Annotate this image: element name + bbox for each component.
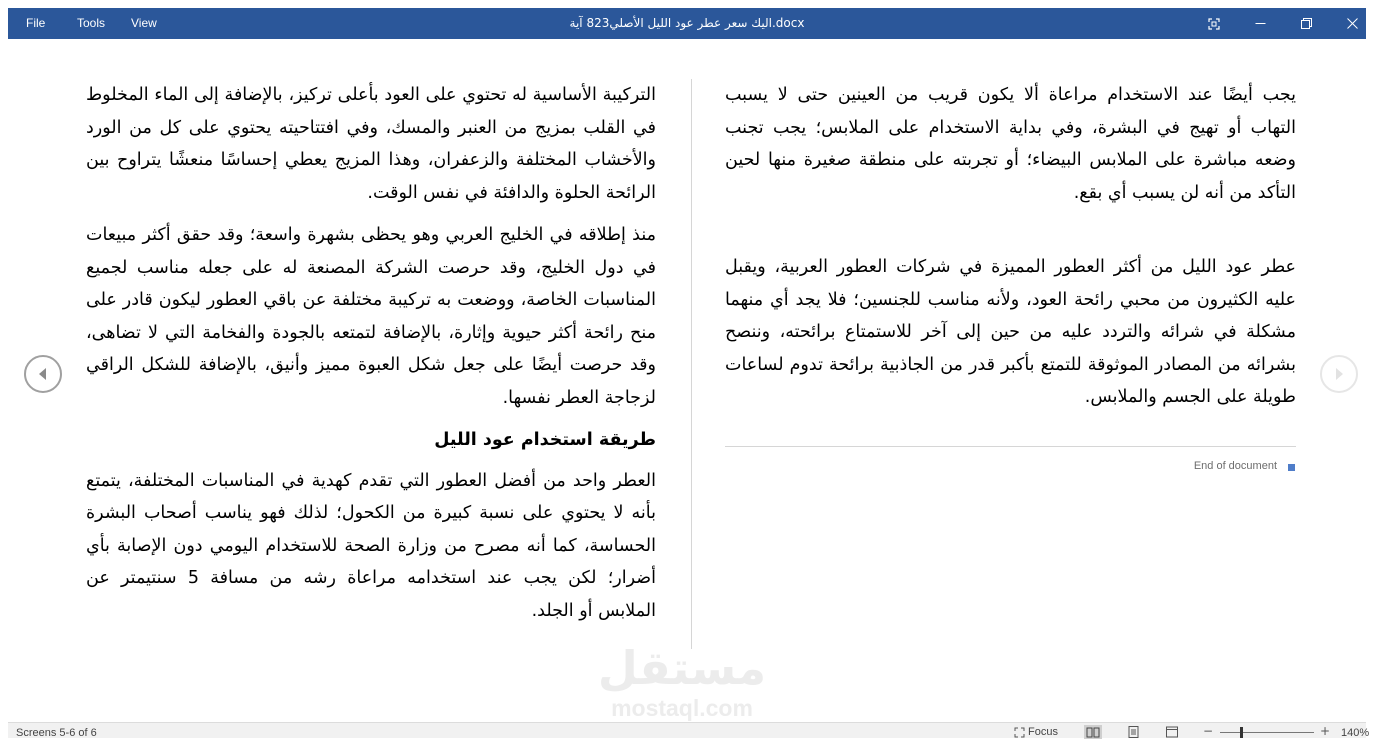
- menu-view[interactable]: View: [131, 16, 157, 30]
- title-bar: [8, 8, 1366, 39]
- paragraph: العطر واحد من أفضل العطور التي تقدم كهدية في المناسبات المختلفة، يتمتع بأنه لا يحتوي على نسبة كبيرة من الكحول؛ لذلك فهو يناسب أصحاب البشرة الحساسة، كما أنه مصرح من وزارة الصحة للاستخدام اليومي دون الإصابة بأي أضرار؛ لكن يجب عند استخدامه مراعاة رشه من مسافة 5 سنتيمتر عن الملابس أو الجلد.: [86, 470, 656, 621]
- previous-screen-button[interactable]: [24, 355, 62, 393]
- maximize-icon: [1301, 18, 1312, 29]
- zoom-out-button[interactable]: −: [1203, 724, 1214, 738]
- zoom-slider-thumb[interactable]: [1240, 727, 1243, 738]
- page-column-left: [86, 79, 656, 637]
- focus-label: Focus: [1028, 726, 1058, 738]
- minimize-button[interactable]: [1237, 8, 1283, 39]
- web-layout-button[interactable]: [1163, 725, 1181, 739]
- read-mode-icon: [1086, 727, 1100, 738]
- focus-mode-icon: [1014, 727, 1025, 738]
- zoom-in-button[interactable]: +: [1320, 724, 1331, 738]
- close-button[interactable]: [1329, 8, 1375, 39]
- zoom-slider[interactable]: [1220, 732, 1314, 733]
- section-heading: طريقة استخدام عود الليل: [434, 430, 656, 450]
- page-column-right: [725, 79, 1296, 424]
- end-of-document-label: End of document: [1193, 460, 1277, 472]
- screen-counter: Screens 5-6 of 6: [16, 727, 97, 739]
- paragraph: منذ إطلاقه في الخليج العربي وهو يحظى بشهرة واسعة؛ وقد حقق أكثر مبيعات في دول الخليج، وقد حرصت الشركة المصنعة له على جعله مناسب لجميع المناسبات الخاصة، ووضعت به تركيبة مختلفة عن باقي العطور ليكون قادر على منح رائحة أكثر حيوية وإثارة، بالإضافة لتمتعه بالجودة والفخامة التي لا تضاهى، وقد حرصت أيضًا على جعل شكل العبوة مميز وأنيق، بالإضافة للشكل الراقي لزجاجة العطر نفسها.: [86, 225, 656, 408]
- watermark-latin: mostaql.com: [611, 695, 753, 721]
- menu-file[interactable]: File: [26, 16, 46, 30]
- watermark-arabic: مستقل: [597, 641, 767, 695]
- focus-mode-button[interactable]: [1191, 8, 1237, 39]
- menu-tools[interactable]: Tools: [77, 16, 106, 30]
- paragraph: التركيبة الأساسية له تحتوي على العود بأعلى تركيز، بالإضافة إلى الماء المخلوط في القلب بمزيج من العنبر والمسك، وفي افتتاحيته يحتوي على كل من الورد والأخشاب المختلفة والزعفران، وهذا المزيج يعطي إحساسًا منعشًا يتراوح بين الرائحة الحلوة والدافئة في نفس الوقت.: [86, 85, 656, 203]
- paragraph: يجب أيضًا عند الاستخدام مراعاة ألا يكون قريب من العينين حتى لا يسبب التهاب أو تهيج في البشرة، وفي بداية الاستخدام على الملابس؛ يجب تجنب وضعه مباشرة على الملابس البيضاء؛ أو تجربته على منطقة صغيرة منها لحين التأكد من أنه لن يسبب أي بقع.: [725, 85, 1296, 203]
- column-divider: [691, 79, 692, 649]
- document-title: اليك سعر عطر عود الليل الأصلي823 آية.docx: [569, 16, 805, 30]
- read-mode-button[interactable]: [1084, 725, 1102, 739]
- maximize-button[interactable]: [1283, 8, 1329, 39]
- status-bar: [8, 722, 1370, 739]
- watermark-logo: [596, 639, 768, 729]
- end-of-document-marker: [1288, 464, 1295, 471]
- minimize-icon: [1255, 18, 1266, 29]
- print-layout-icon: [1128, 726, 1139, 738]
- print-layout-button[interactable]: [1124, 725, 1142, 739]
- paragraph: عطر عود الليل من أكثر العطور المميزة في شركات العطور العربية، ويقبل عليه الكثيرون من محبي رائحة العود، ولأنه مناسب للجنسين؛ فلا يجد أي منهما مشكلة في شرائه والتردد عليه من حين إلى آخر للاستمتاع برائحته، وننصح بشرائه من المصادر الموثوقة للتمتع بأكبر قدر من الجاذبية برائحة تدوم لساعات طويلة على الجسم والملابس.: [725, 257, 1296, 407]
- focus-button[interactable]: [1014, 725, 1058, 739]
- end-of-document-rule: [725, 446, 1296, 447]
- focus-mode-icon: [1208, 18, 1220, 30]
- chevron-left-icon: [36, 367, 50, 381]
- zoom-level[interactable]: 140%: [1341, 727, 1370, 739]
- next-screen-button[interactable]: [1320, 355, 1358, 393]
- reading-pane: [0, 39, 1366, 722]
- close-icon: [1347, 18, 1358, 29]
- web-layout-icon: [1166, 726, 1178, 738]
- chevron-right-icon: [1332, 367, 1346, 381]
